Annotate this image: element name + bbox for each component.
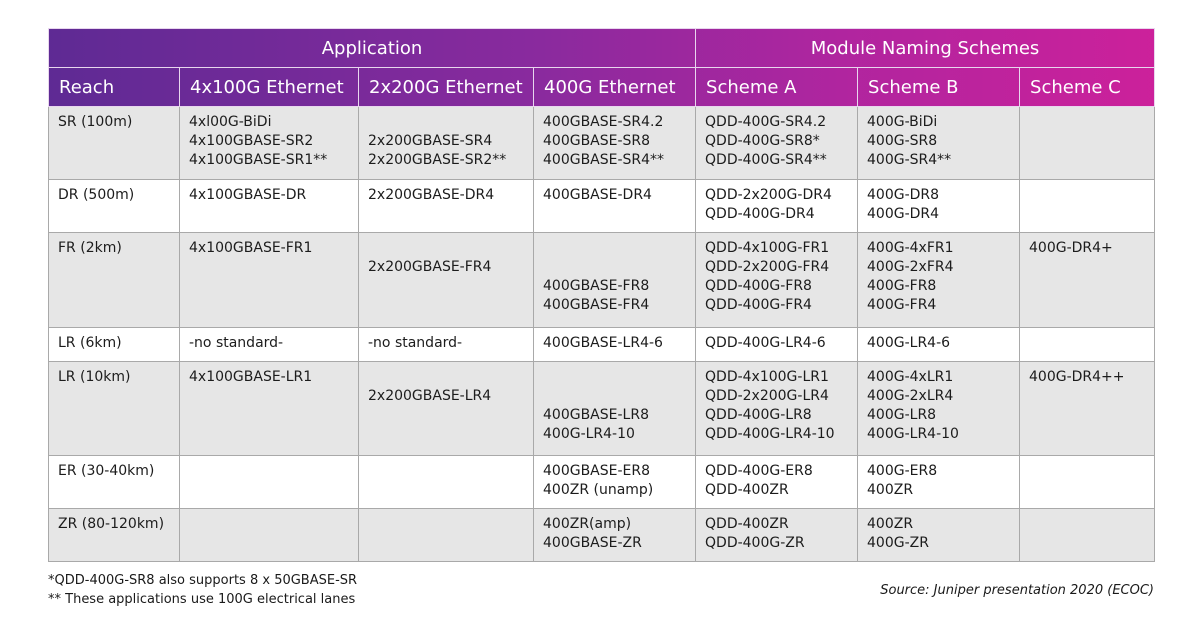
footnote-sr8: *QDD-400G-SR8 also supports 8 x 50GBASE-SR <box>48 573 358 588</box>
footnotes <box>48 571 357 609</box>
scheme-a-cell: QDD-400G-ER8 QDD-400ZR <box>696 456 858 509</box>
scheme-b-cell: 400G-4xFR1 400G-2xFR4 400G-FR8 400G-FR4 <box>858 233 1020 328</box>
reach-cell: ZR (80-120km) <box>49 509 180 562</box>
eth-2x200g-cell: 2x200GBASE-FR4 <box>359 233 534 328</box>
scheme-b-cell: 400G-BiDi 400G-SR8 400G-SR4** <box>858 107 1020 180</box>
group-header-module-naming: Module Naming Schemes <box>696 29 1155 68</box>
scheme-b-cell: 400G-ER8 400ZR <box>858 456 1020 509</box>
scheme-a-cell: QDD-2x200G-DR4 QDD-400G-DR4 <box>696 180 858 233</box>
eth-4x100g-cell <box>180 509 359 562</box>
scheme-b-cell: 400G-4xLR1 400G-2xLR4 400G-LR8 400G-LR4-10 <box>858 362 1020 456</box>
reach-cell: LR (10km) <box>49 362 180 456</box>
column-header-400g: 400G Ethernet <box>534 68 696 107</box>
column-header-2x200g: 2x200G Ethernet <box>359 68 534 107</box>
scheme-a-cell: QDD-400G-LR4-6 <box>696 328 858 362</box>
table-row <box>49 509 1155 562</box>
column-header-4x100g: 4x100G Ethernet <box>180 68 359 107</box>
scheme-a-cell: QDD-4x100G-LR1 QDD-2x200G-LR4 QDD-400G-LR8 QDD-400G-LR4-10 <box>696 362 858 456</box>
table-row <box>49 180 1155 233</box>
eth-4x100g-cell: 4x100GBASE-LR1 <box>180 362 359 456</box>
eth-4x100g-cell <box>180 456 359 509</box>
source-credit: Source: Juniper presentation 2020 (ECOC) <box>880 583 1154 598</box>
reach-cell: LR (6km) <box>49 328 180 362</box>
naming-schemes-table-container <box>48 28 1154 562</box>
reach-cell: ER (30-40km) <box>49 456 180 509</box>
table-row <box>49 328 1155 362</box>
scheme-b-cell: 400ZR 400G-ZR <box>858 509 1020 562</box>
column-header-scheme-b: Scheme B <box>858 68 1020 107</box>
scheme-c-cell <box>1020 456 1155 509</box>
scheme-a-cell: QDD-400ZR QDD-400G-ZR <box>696 509 858 562</box>
reach-cell: SR (100m) <box>49 107 180 180</box>
scheme-c-cell <box>1020 328 1155 362</box>
reach-cell: DR (500m) <box>49 180 180 233</box>
eth-2x200g-cell: 2x200GBASE-SR4 2x200GBASE-SR2** <box>359 107 534 180</box>
header-columns-row <box>49 68 1155 107</box>
scheme-b-cell: 400G-LR4-6 <box>858 328 1020 362</box>
eth-400g-cell: 400GBASE-LR8 400G-LR4-10 <box>534 362 696 456</box>
header-group-row <box>49 29 1155 68</box>
column-header-reach: Reach <box>49 68 180 107</box>
column-header-scheme-c: Scheme C <box>1020 68 1155 107</box>
eth-400g-cell: 400GBASE-FR8 400GBASE-FR4 <box>534 233 696 328</box>
footnote-electrical-lanes: ** These applications use 100G electrical lanes <box>48 592 356 607</box>
scheme-b-cell: 400G-DR8 400G-DR4 <box>858 180 1020 233</box>
eth-2x200g-cell: 2x200GBASE-DR4 <box>359 180 534 233</box>
eth-400g-cell: 400GBASE-LR4-6 <box>534 328 696 362</box>
eth-400g-cell: 400GBASE-ER8 400ZR (unamp) <box>534 456 696 509</box>
eth-4x100g-cell: 4x100GBASE-FR1 <box>180 233 359 328</box>
table-row <box>49 233 1155 328</box>
scheme-a-cell: QDD-4x100G-FR1 QDD-2x200G-FR4 QDD-400G-FR8 QDD-400G-FR4 <box>696 233 858 328</box>
column-header-scheme-a: Scheme A <box>696 68 858 107</box>
scheme-c-cell <box>1020 107 1155 180</box>
eth-400g-cell: 400ZR(amp) 400GBASE-ZR <box>534 509 696 562</box>
scheme-c-cell <box>1020 180 1155 233</box>
eth-2x200g-cell <box>359 456 534 509</box>
eth-4x100g-cell: 4x100GBASE-DR <box>180 180 359 233</box>
reach-cell: FR (2km) <box>49 233 180 328</box>
table-row <box>49 107 1155 180</box>
eth-400g-cell: 400GBASE-SR4.2 400GBASE-SR8 400GBASE-SR4** <box>534 107 696 180</box>
scheme-c-cell: 400G-DR4+ <box>1020 233 1155 328</box>
naming-schemes-table <box>48 28 1155 562</box>
scheme-a-cell: QDD-400G-SR4.2 QDD-400G-SR8* QDD-400G-SR4** <box>696 107 858 180</box>
group-header-application: Application <box>49 29 696 68</box>
table-row <box>49 456 1155 509</box>
table-row <box>49 362 1155 456</box>
scheme-c-cell <box>1020 509 1155 562</box>
scheme-c-cell: 400G-DR4++ <box>1020 362 1155 456</box>
eth-4x100g-cell: 4xl00G-BiDi 4x100GBASE-SR2 4x100GBASE-SR1** <box>180 107 359 180</box>
eth-2x200g-cell <box>359 509 534 562</box>
eth-2x200g-cell: -no standard- <box>359 328 534 362</box>
eth-400g-cell: 400GBASE-DR4 <box>534 180 696 233</box>
eth-4x100g-cell: -no standard- <box>180 328 359 362</box>
eth-2x200g-cell: 2x200GBASE-LR4 <box>359 362 534 456</box>
